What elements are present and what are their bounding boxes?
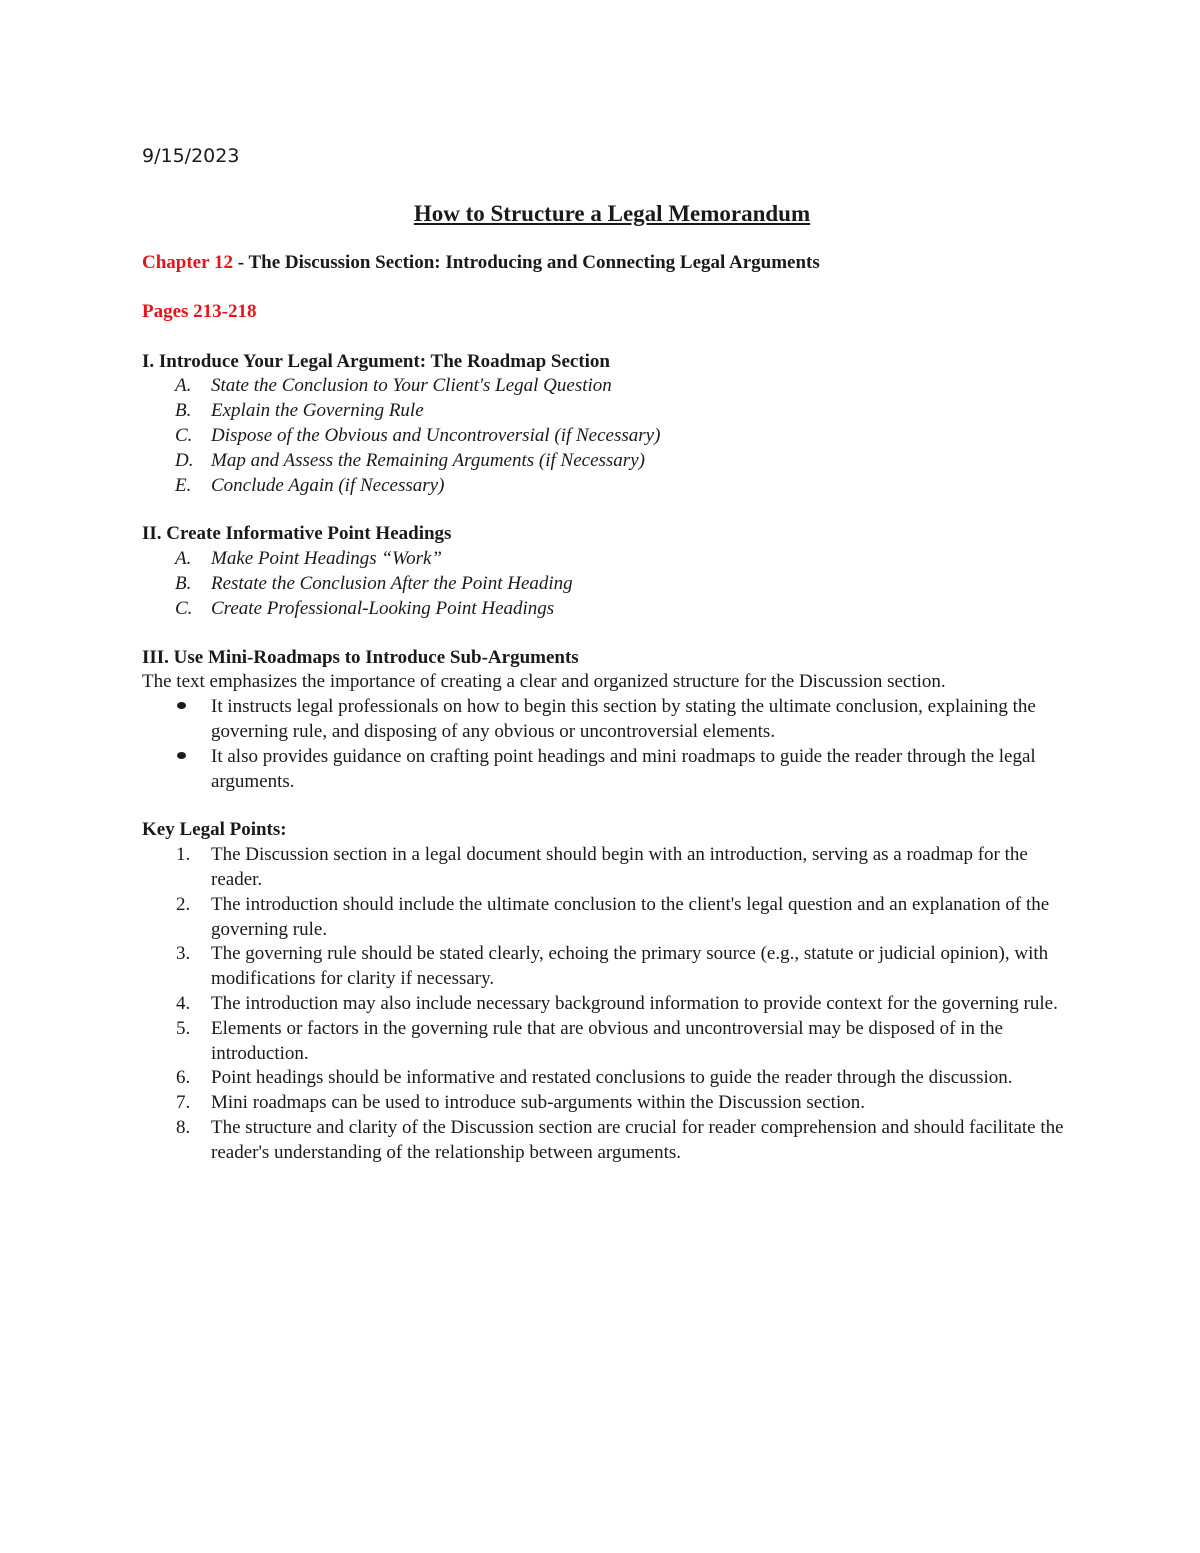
list-item	[142, 424, 1082, 449]
list-marker: D.	[175, 449, 194, 471]
bullet-text: It instructs legal professionals on how to begin this section by stating the ultimate conclusion, explaining the governing rule, and disposing of any obvious or uncontroversial elements.	[211, 696, 1036, 742]
bullet-icon	[177, 702, 186, 709]
chapter-label: Chapter 12	[142, 252, 233, 273]
pages-range: Pages 213-218	[142, 300, 257, 322]
list-item	[142, 992, 1082, 1017]
list-marker: 5.	[176, 1017, 191, 1039]
list-item-text: Explain the Governing Rule	[211, 400, 424, 422]
list-item-text: Mini roadmaps can be used to introduce sub-arguments within the Discussion section.	[211, 1092, 865, 1114]
list-item-text: Conclude Again (if Necessary)	[211, 474, 445, 496]
list-item	[142, 547, 1082, 572]
list-marker: A.	[175, 375, 192, 397]
section-items-list	[142, 547, 1082, 621]
section-point-headings	[142, 522, 1082, 621]
document-title: How to Structure a Legal Memorandum	[413, 201, 811, 226]
document-date: 9/15/2023	[142, 145, 240, 167]
list-item	[142, 572, 1082, 597]
list-item-text: The structure and clarity of the Discussion section are crucial for reader comprehension and should facilitate the reader's understanding of the relationship between arguments.	[211, 1116, 1064, 1163]
section-heading: I. Introduce Your Legal Argument: The Roadmap Section	[142, 350, 610, 372]
list-item-text: The introduction should include the ultimate conclusion to the client's legal question and an explanation of the governing rule.	[211, 893, 1050, 940]
list-item	[142, 893, 1082, 943]
list-marker: 7.	[176, 1092, 191, 1114]
list-item-text: The Discussion section in a legal document should begin with an introduction, serving as a roadmap for the reader.	[211, 844, 1028, 890]
list-marker: 1.	[176, 844, 191, 866]
bullet-item	[142, 695, 1082, 745]
list-item-text: State the Conclusion to Your Client's Legal Question	[211, 375, 612, 397]
list-item-text: The governing rule should be stated clearly, echoing the primary source (e.g., statute or judicial opinion), with modifications for clarity if necessary.	[211, 943, 1049, 990]
section-heading: II. Create Informative Point Headings	[142, 523, 452, 545]
list-item-text: The introduction may also include necessary background information to provide context for the governing rule.	[211, 992, 1058, 1014]
chapter-line	[142, 251, 1082, 276]
list-item	[142, 1116, 1082, 1166]
list-marker: C.	[175, 597, 193, 619]
list-item	[142, 1066, 1082, 1091]
section-heading: Key Legal Points:	[142, 819, 287, 841]
list-marker: 4.	[176, 992, 191, 1014]
section-heading: III. Use Mini-Roadmaps to Introduce Sub-Arguments	[142, 646, 579, 668]
list-item-text: Dispose of the Obvious and Uncontroversial (if Necessary)	[211, 424, 661, 446]
list-item-text: Elements or factors in the governing rule that are obvious and uncontroversial may be disposed of in the introduction.	[211, 1017, 1003, 1064]
list-marker: B.	[175, 572, 192, 594]
document-page	[142, 143, 1082, 1166]
list-item	[142, 449, 1082, 474]
bullet-item	[142, 745, 1082, 795]
section-mini-roadmaps	[142, 646, 1082, 795]
bullet-text: It also provides guidance on crafting point headings and mini roadmaps to guide the reader through the legal arguments.	[211, 745, 1036, 792]
list-marker: B.	[175, 400, 192, 422]
bullet-icon	[177, 752, 186, 759]
list-item	[142, 1017, 1082, 1067]
list-marker: 8.	[176, 1116, 191, 1138]
list-item	[142, 399, 1082, 424]
list-item	[142, 474, 1082, 499]
list-item-text: Restate the Conclusion After the Point Heading	[211, 572, 573, 594]
list-item-text: Map and Assess the Remaining Arguments (if Necessary)	[211, 449, 645, 471]
section-items-list	[142, 374, 1082, 498]
list-marker: A.	[175, 548, 192, 570]
chapter-text: The Discussion Section: Introducing and Connecting Legal Arguments	[248, 252, 820, 273]
section-paragraph: The text emphasizes the importance of creating a clear and organized structure for the Discussion section.	[142, 671, 946, 693]
section-key-points	[142, 818, 1082, 1165]
list-item	[142, 597, 1082, 622]
list-item	[142, 374, 1082, 399]
list-item-text: Point headings should be informative and restated conclusions to guide the reader through the discussion.	[211, 1067, 1013, 1089]
list-item	[142, 1091, 1082, 1116]
list-marker: 2.	[176, 893, 191, 915]
list-marker: C.	[175, 424, 193, 446]
chapter-separator: -	[232, 252, 249, 273]
section-roadmap	[142, 350, 1082, 499]
list-marker: 6.	[176, 1067, 191, 1089]
list-item	[142, 942, 1082, 992]
list-marker: 3.	[176, 943, 191, 965]
list-marker: E.	[175, 474, 192, 496]
list-item-text: Make Point Headings “Work”	[211, 548, 442, 570]
key-points-list	[142, 843, 1082, 1165]
list-item-text: Create Professional-Looking Point Headings	[211, 597, 555, 619]
bullet-list	[142, 695, 1082, 794]
list-item	[142, 843, 1082, 893]
